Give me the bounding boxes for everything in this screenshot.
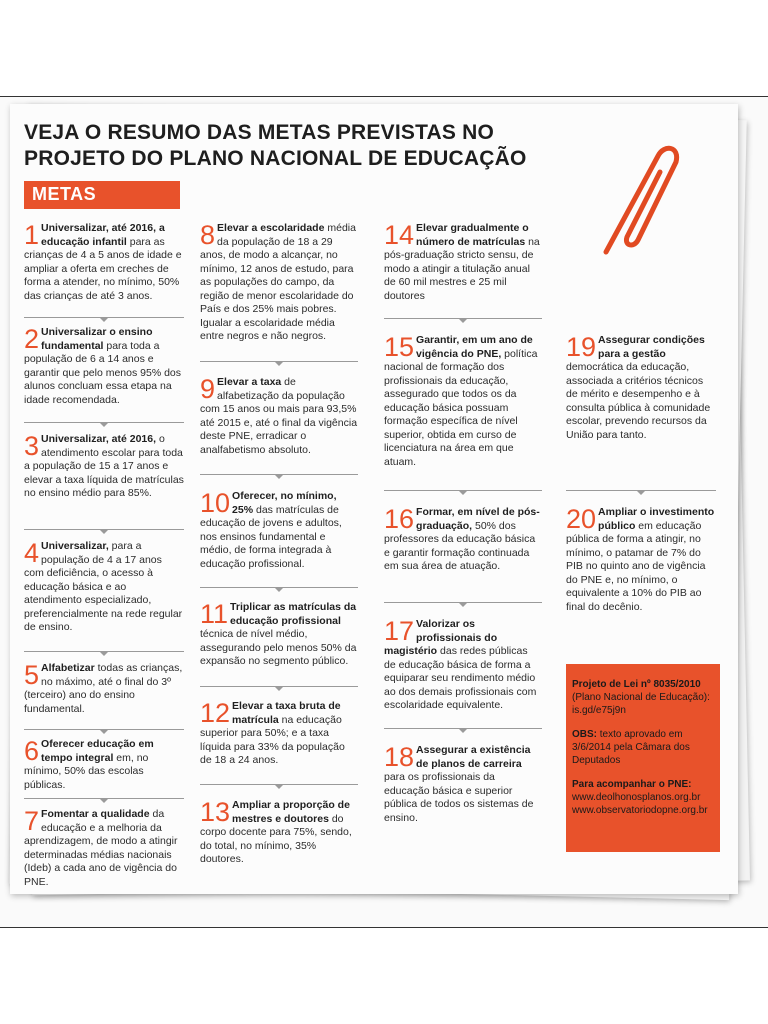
separator: [384, 602, 542, 603]
separator: [200, 361, 358, 362]
meta-number: 4: [24, 538, 40, 568]
meta-item-11: [200, 601, 358, 669]
meta-number: 16: [384, 504, 415, 534]
meta-item-10: [200, 490, 358, 571]
meta-description: para os profissionais da educação básica e superior pública de todos os sistemas de ensino.: [384, 771, 534, 824]
separator: [384, 490, 542, 491]
meta-description: em, no mínimo, 50% das escolas públicas.: [24, 751, 149, 791]
separator: [200, 784, 358, 785]
meta-item-19: [566, 334, 716, 442]
meta-number: 11: [200, 599, 229, 629]
meta-description: para toda a população de 6 a 14 anos e garantir que pelo menos 95% dos alunos concluam essa etapa na idade recomendada.: [24, 339, 182, 406]
meta-description: o atendimento escolar para toda a população de 15 a 17 anos e elevar a taxa líquida de matrículas no ensino médio para 85%.: [24, 433, 184, 499]
meta-headline: Assegurar condições para a gestão: [598, 334, 705, 360]
separator: [24, 651, 184, 652]
meta-item-17: [384, 618, 542, 713]
obs-text: texto aprovado em 3/6/2014 pela Câmara dos Deputados: [572, 729, 690, 766]
page-title: [24, 120, 527, 172]
meta-description: das matrículas de educação de jovens e adultos, nos ensinos fundamental e médio, de forma integrada à educação profissional.: [200, 503, 342, 570]
meta-headline: Ampliar o investimento público: [598, 506, 715, 532]
meta-item-16: [384, 506, 542, 574]
meta-headline: Oferecer, no mínimo, 25%: [232, 490, 337, 516]
meta-item-7: [24, 808, 184, 889]
meta-description: para as crianças de 4 a 5 anos de idade e ampliar a oferta em creches de forma a atender, no mínimo, 50% das crianças de até 3 anos.: [24, 235, 182, 302]
meta-item-8: [200, 222, 358, 344]
meta-item-9: [200, 376, 358, 457]
title-line-1: VEJA O RESUMO DAS METAS PREVISTAS NO: [24, 121, 495, 144]
meta-number: 6: [24, 736, 40, 766]
meta-number: 3: [24, 431, 40, 461]
law-title: Projeto de Lei nº 8035/2010: [572, 679, 701, 690]
law-info: [572, 678, 718, 717]
meta-number: 20: [566, 504, 597, 534]
separator: [566, 490, 716, 491]
obs-label: OBS:: [572, 729, 597, 740]
meta-headline: Triplicar as matrículas da educação profissional: [230, 601, 357, 627]
follow-info: [572, 778, 718, 817]
separator: [24, 422, 184, 423]
meta-number: 8: [200, 220, 216, 250]
meta-number: 14: [384, 220, 415, 250]
meta-description: técnica de nível médio, assegurando pelo menos 50% da expansão no segmento público.: [200, 628, 357, 667]
meta-number: 7: [24, 806, 40, 836]
meta-description: na educação superior para 50%; e a taxa líquida para 33% da população de 18 a 24 anos.: [200, 713, 345, 766]
separator: [24, 729, 184, 730]
meta-item-6: [24, 738, 184, 792]
law-link[interactable]: is.gd/e75j9n: [572, 705, 626, 716]
meta-headline: Elevar a taxa bruta de matrícula: [232, 700, 341, 726]
separator: [200, 686, 358, 687]
info-box: [566, 664, 720, 852]
meta-item-15: [384, 334, 542, 469]
meta-number: 9: [200, 374, 216, 404]
meta-headline: Fomentar a qualidade: [41, 808, 150, 820]
meta-item-3: [24, 433, 184, 501]
meta-number: 2: [24, 324, 40, 354]
meta-number: 18: [384, 742, 415, 772]
meta-description: média da população de 18 a 29 anos, de modo a alcançar, no mínimo, 12 anos de estudo, para as populações do campo, da região de menor escolaridade do País e dos 25% mais pobres. Igualar a escolaridade média entre negros e não negros.: [200, 222, 356, 342]
meta-headline: Universalizar, até 2016,: [41, 433, 157, 445]
meta-item-20: [566, 506, 716, 614]
meta-headline: Universalizar, até 2016, a educação infantil: [41, 222, 165, 248]
paperclip-icon: [588, 134, 688, 264]
meta-headline: Elevar a taxa: [217, 376, 282, 388]
meta-description: política nacional de formação dos profissionais da educação, assegurado que todos os da educação básica possuam formação específica de nível superior, obtida em curso de licenciatura na área em que atuam.: [384, 347, 538, 468]
meta-item-14: [384, 222, 542, 303]
meta-headline: Universalizar,: [41, 540, 109, 552]
meta-description: da educação e a melhoria da aprendizagem, de modo a atingir determinadas médias nacionais (Ideb) a cada ano de vigência do PNE.: [24, 808, 178, 888]
meta-description: democrática da educação, associada a critérios técnicos de mérito e desempenho e à consulta pública à comunidade escolar, prevendo recursos da União para tanto.: [566, 361, 711, 441]
meta-headline: Ampliar a proporção de mestres e doutores: [232, 799, 350, 825]
meta-description: das redes públicas de educação básica de forma a equiparar seu rendimento médio ao dos demais profissionais com escolaridade equivalente.: [384, 645, 537, 711]
meta-number: 15: [384, 332, 415, 362]
meta-headline: Garantir, em um ano de vigência do PNE,: [416, 334, 533, 360]
meta-headline: Assegurar a existência de planos de carreira: [416, 744, 531, 770]
meta-item-1: [24, 222, 184, 303]
meta-number: 12: [200, 698, 231, 728]
meta-description: 50% dos professores da educação básica e garantir formação continuada em sua área de atuação.: [384, 519, 536, 572]
meta-headline: Formar, em nível de pós-graduação,: [416, 506, 540, 532]
meta-description: todas as crianças, no máximo, até o final do 3º (terceiro) ano do ensino fundamental.: [24, 662, 183, 715]
separator: [384, 318, 542, 319]
obs-info: [572, 728, 718, 767]
meta-item-5: [24, 662, 184, 716]
meta-headline: Oferecer educação em tempo integral: [41, 738, 154, 764]
law-subtitle: (Plano Nacional de Educação):: [572, 692, 710, 703]
meta-headline: Elevar gradualmente o número de matrículas: [416, 222, 529, 248]
separator: [200, 474, 358, 475]
meta-headline: Alfabetizar: [41, 662, 95, 674]
meta-description: na pós-graduação stricto sensu, de modo a atingir a titulação anual de 60 mil mestres e 25 mil doutores: [384, 235, 540, 302]
separator: [24, 529, 184, 530]
meta-item-2: [24, 326, 184, 407]
meta-number: 13: [200, 797, 231, 827]
metas-label: METAS: [32, 184, 97, 204]
meta-headline: Elevar a escolaridade: [217, 222, 325, 234]
meta-number: 10: [200, 488, 231, 518]
metas-header: [24, 181, 180, 209]
meta-headline: Valorizar os profissionais do magistério: [384, 618, 498, 657]
title-line-2: PROJETO DO PLANO NACIONAL DE EDUCAÇÃO: [24, 147, 527, 170]
separator: [384, 728, 542, 729]
meta-number: 19: [566, 332, 597, 362]
meta-number: 17: [384, 616, 415, 646]
meta-item-12: [200, 700, 358, 768]
separator: [200, 587, 358, 588]
follow-label: Para acompanhar o PNE:: [572, 779, 692, 790]
meta-number: 5: [24, 660, 40, 690]
meta-description: do corpo docente para 75%, sendo, do total, no mínimo, 35% doutores.: [200, 812, 352, 865]
meta-description: em educação pública de forma a atingir, no mínimo, o patamar de 7% do PIB no quinto ano de vigência do PNE e, no mínimo, o equivalente a 10% do PIB ao final do decênio.: [566, 519, 706, 613]
meta-number: 1: [24, 220, 40, 250]
link-deolhonosplanos[interactable]: www.deolhonosplanos.org.br: [572, 792, 701, 803]
meta-description: para a população de 4 a 17 anos com deficiência, o acesso à educação básica e ao atendimento especializado, preferencialmente na rede regular de ensino.: [24, 540, 183, 633]
separator: [24, 798, 184, 799]
meta-item-4: [24, 540, 184, 635]
meta-item-18: [384, 744, 542, 825]
separator: [24, 317, 184, 318]
meta-item-13: [200, 799, 358, 867]
meta-headline: Universalizar o ensino fundamental: [41, 326, 153, 352]
meta-description: de alfabetização da população com 15 anos ou mais para 93,5% até 2015 e, até o final da vigência deste PNE, erradicar o analfabetismo absoluto.: [200, 376, 358, 456]
link-observatoriodopne[interactable]: www.observatoriodopne.org.br: [572, 805, 708, 816]
